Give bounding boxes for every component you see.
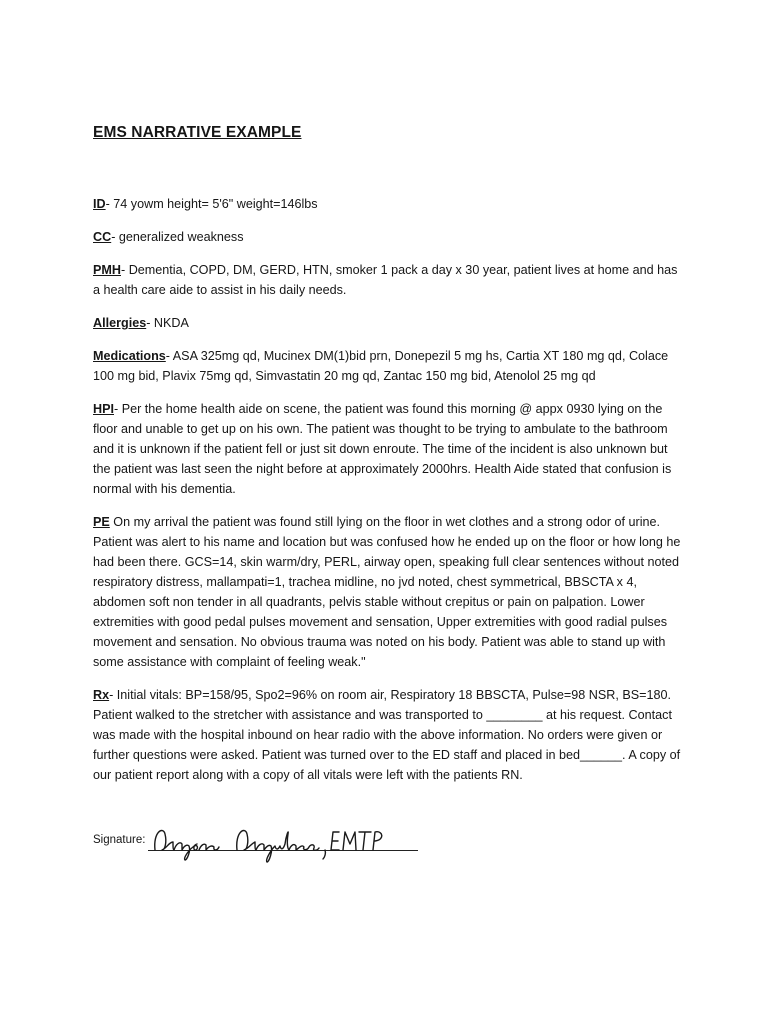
section-label-cc: CC xyxy=(93,230,112,244)
section-text-cc: - generalized weakness xyxy=(111,230,244,244)
section-label-medications: Medications xyxy=(93,349,166,363)
handwritten-signature xyxy=(149,820,419,864)
section-text-pmh: - Dementia, COPD, DM, GERD, HTN, smoker 1 pack a day x 30 year, patient lives at home and has a health care aide to assist in his daily needs. xyxy=(93,263,678,297)
signature-block xyxy=(93,820,413,860)
section-label-hpi: HPI xyxy=(93,402,114,416)
section-medications xyxy=(93,346,683,386)
section-hpi xyxy=(93,399,683,499)
section-label-rx: Rx xyxy=(93,688,110,702)
section-rx xyxy=(93,685,683,785)
signature-label: Signature: xyxy=(93,834,146,846)
section-text-pe: On my arrival the patient was found still lying on the floor in wet clothes and a strong odor of urine. Patient was alert to his name and location but was confused how he ended up on the floor or how long he had been there. GCS=14, skin warm/dry, PERL, airway open, speaking full clear sentences without noted respiratory distress, mallampati=1, trachea midline, no jvd noted, chest symmetrical, BBSCTA x 4, abdomen soft non tender in all quadrants, pelvis stable without crepitus or pain on palpation. Lower extremities with good pedal pulses movement and sensation, Upper extremities with good radial pulses movement and sensation. No obvious trauma was noted on his body. Patient was able to stand up with some assistance with complaint of feeling weak." xyxy=(93,515,681,669)
section-label-pmh: PMH xyxy=(93,263,121,277)
section-label-id: ID xyxy=(93,197,106,211)
section-pe xyxy=(93,512,683,672)
section-pmh xyxy=(93,260,683,300)
section-text-rx: - Initial vitals: BP=158/95, Spo2=96% on room air, Respiratory 18 BBSCTA, Pulse=98 NSR, BS=180. Patient walked to the stretcher with assistance and was transported to ________ at his request. Contact was made with the hospital inbound on hear radio with the above information. No orders were given or further questions were asked. Patient was turned over to the ED staff and placed in bed______. A copy of our patient report along with a copy of all vitals were left with the patients RN. xyxy=(93,688,681,782)
section-text-medications: - ASA 325mg qd, Mucinex DM(1)bid prn, Donepezil 5 mg hs, Cartia XT 180 mg qd, Colace 100 mg bid, Plavix 75mg qd, Simvastatin 20 mg qd, Zantac 150 mg bid, Atenolol 25 mg qd xyxy=(93,349,669,383)
section-text-allergies: - NKDA xyxy=(146,316,189,330)
section-text-id: - 74 yowm height= 5'6" weight=146lbs xyxy=(105,197,318,211)
section-label-pe: PE xyxy=(93,515,110,529)
section-cc xyxy=(93,227,683,247)
section-allergies xyxy=(93,313,683,333)
section-label-allergies: Allergies xyxy=(93,316,147,330)
document-title: EMS NARRATIVE EXAMPLE xyxy=(93,124,302,141)
section-id xyxy=(93,194,683,214)
section-text-hpi: - Per the home health aide on scene, the patient was found this morning @ appx 0930 lying on the floor and unable to get up on his own. The patient was thought to be trying to ambulate to the bathroom and it is unknown if the patient fell or just sit down enroute. The time of the incident is also unknown but the patient was last seen the night before at approximately 2000hrs. Health Aide stated that confusion is normal with his dementia. xyxy=(93,402,672,496)
